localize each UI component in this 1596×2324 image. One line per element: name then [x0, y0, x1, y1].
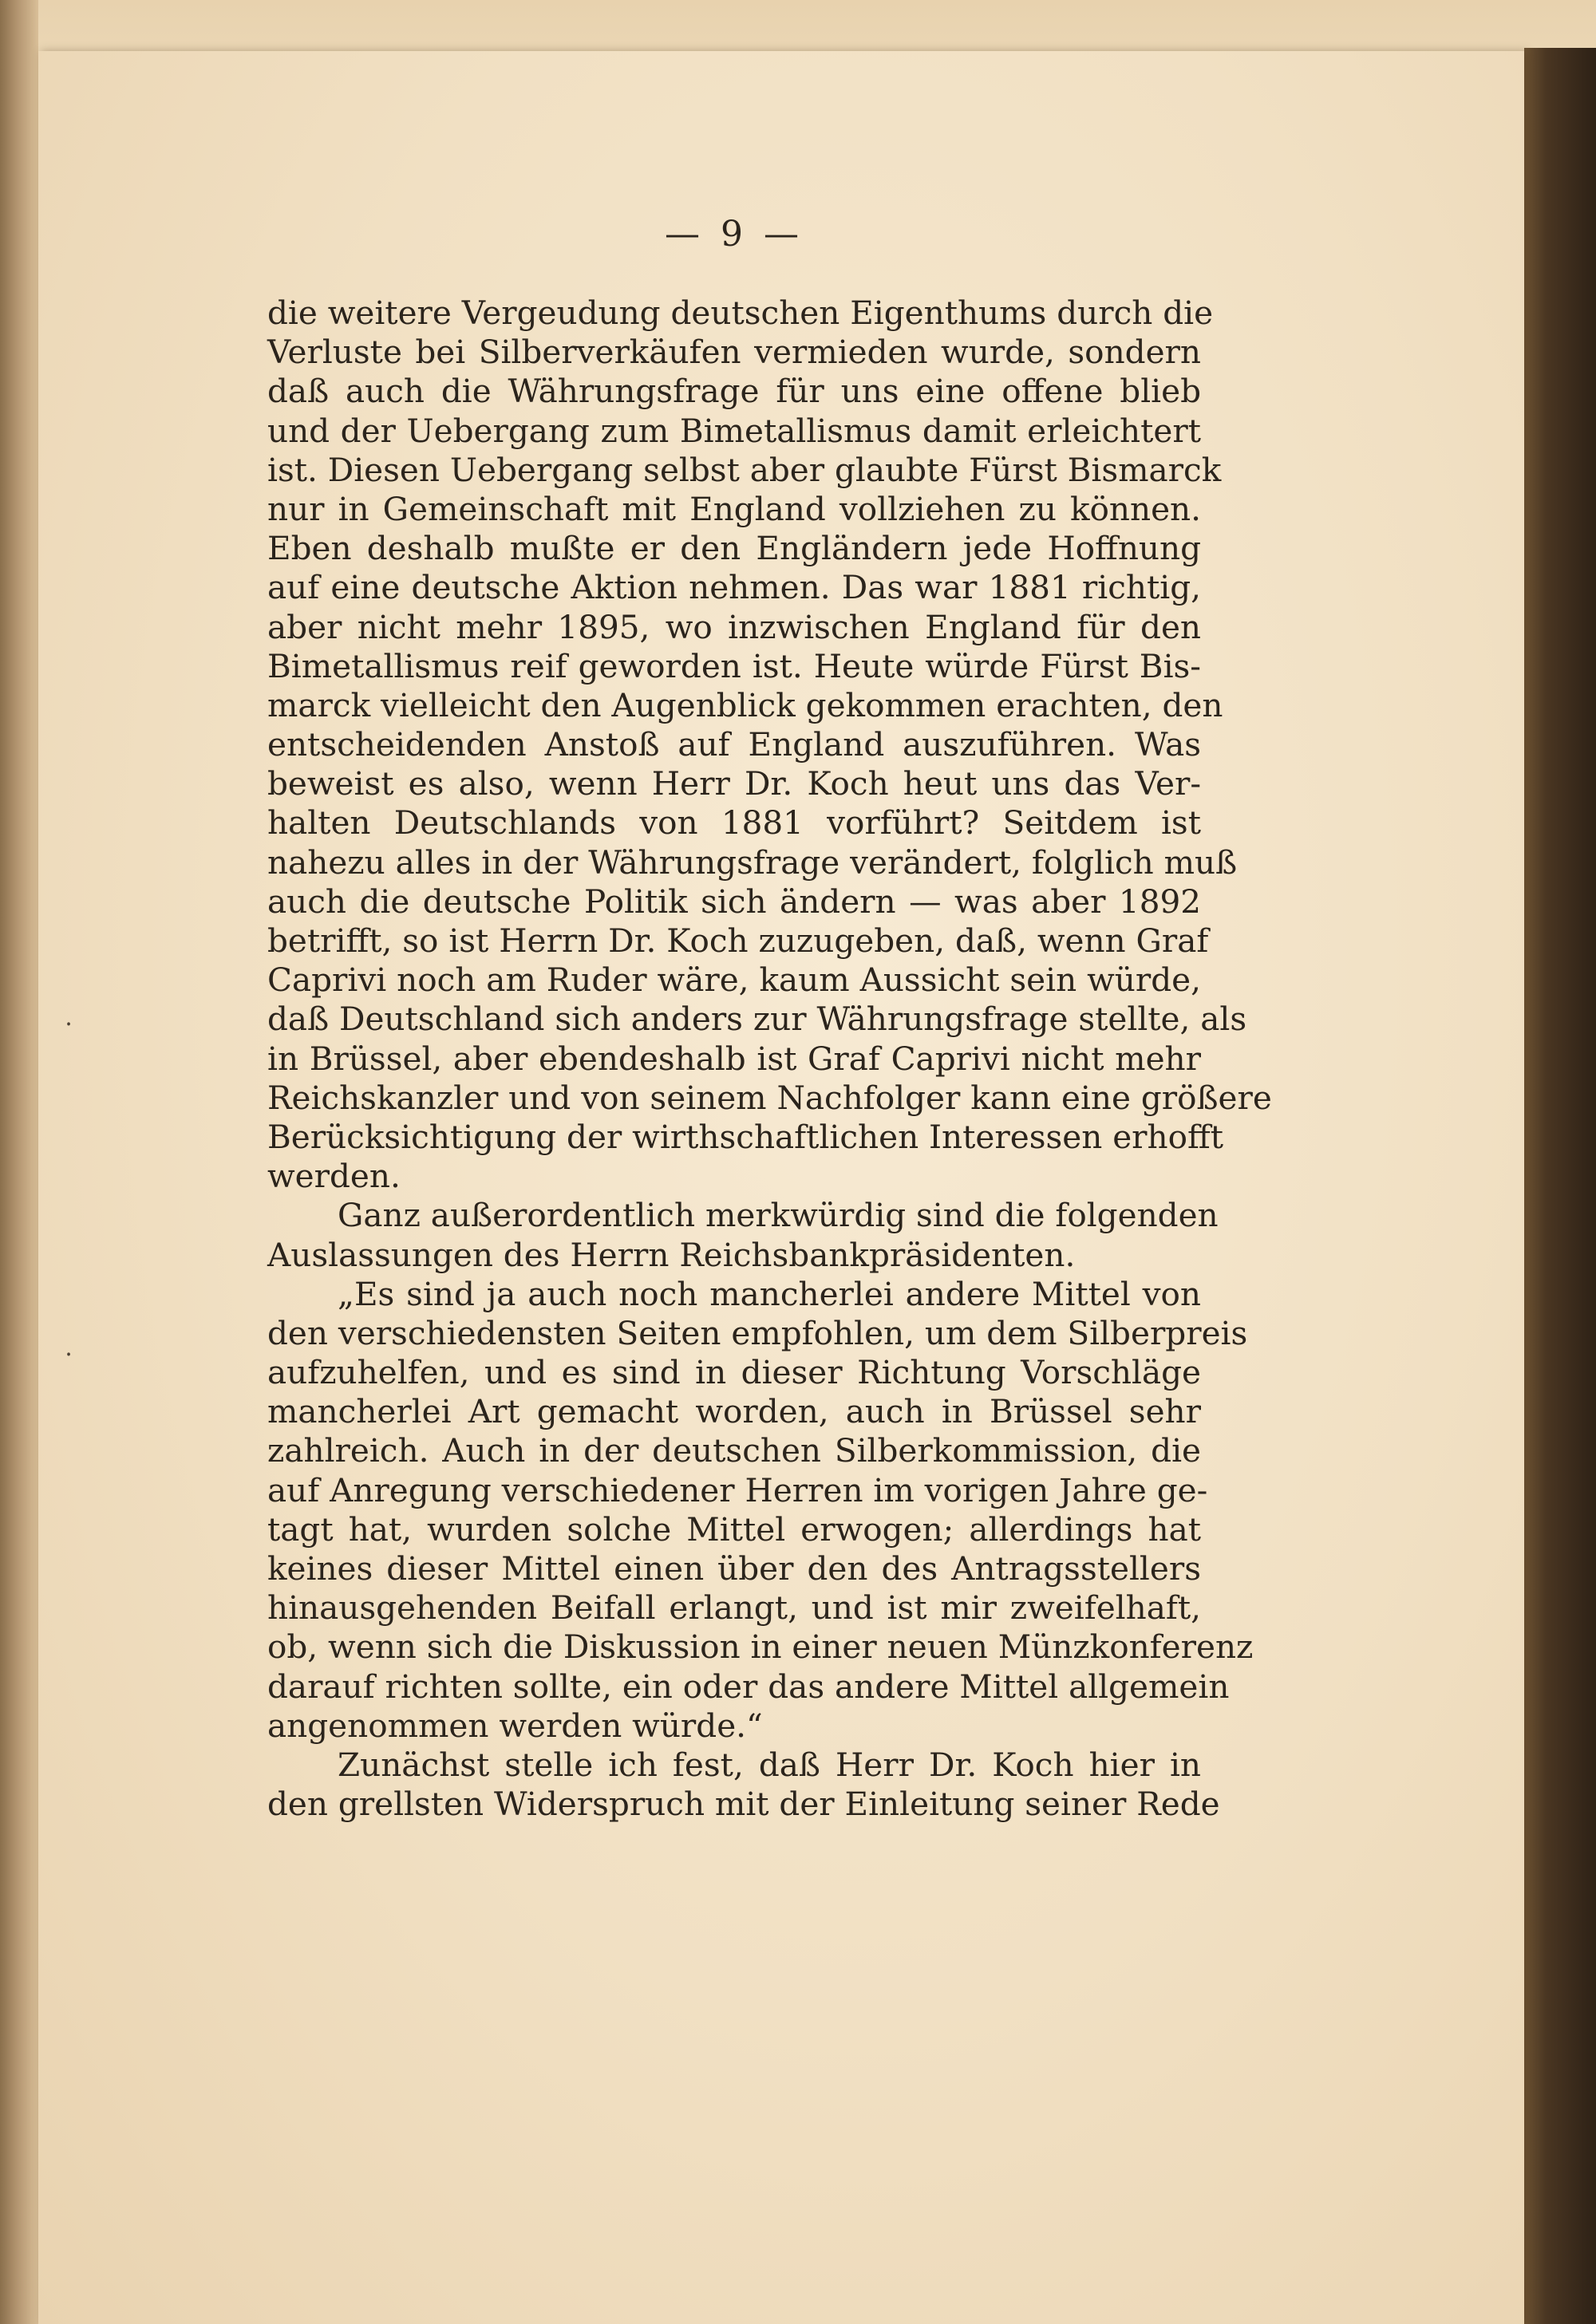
text-line: Verluste bei Silberverkäufen vermieden wurde, sondern	[267, 333, 1201, 372]
text-line: keines dieser Mittel einen über den des Antragsstellers	[267, 1549, 1201, 1588]
text-line: auch die deutsche Politik sich ändern — was aber 1892	[267, 882, 1201, 921]
text-line: entscheidenden Anstoß auf England auszuführen. Was	[267, 725, 1201, 764]
scan-top-edge	[38, 0, 1596, 51]
text-line: den grellsten Widerspruch mit der Einleitung seiner Rede	[267, 1785, 1220, 1824]
text-line: zahlreich. Auch in der deutschen Silberkommission, die	[267, 1431, 1201, 1470]
text-line: Eben deshalb mußte er den Engländern jede Hoffnung	[267, 529, 1201, 568]
text-line: daß auch die Währungsfrage für uns eine offene blieb	[267, 372, 1201, 411]
text-line: beweist es also, wenn Herr Dr. Koch heut uns das Ver-	[267, 764, 1201, 803]
text-line: den verschiedensten Seiten empfohlen, um dem Silberpreis	[267, 1313, 1248, 1352]
text-line: marck vielleicht den Augenblick gekommen erachten, den	[267, 685, 1223, 724]
text-line: ob, wenn sich die Diskussion in einer neuen Münzkonferenz	[267, 1628, 1254, 1667]
text-line: und der Uebergang zum Bimetallismus damit erleichtert	[267, 411, 1201, 450]
text-line: aufzuhelfen, und es sind in dieser Richtung Vorschläge	[267, 1353, 1201, 1392]
text-line: tagt hat, wurden solche Mittel erwogen; allerdings hat	[267, 1509, 1201, 1549]
text-line: angenommen werden würde.“	[267, 1706, 763, 1745]
margin-mark: ⸱	[65, 1341, 73, 1369]
text-line: nur in Gemeinschaft mit England vollziehen zu können.	[267, 489, 1201, 528]
text-line: betrifft, so ist Herrn Dr. Koch zuzugeben, daß, wenn Graf	[267, 921, 1209, 960]
text-line: halten Deutschlands von 1881 vorführt? Seitdem ist	[267, 803, 1201, 842]
scan-right-edge	[1524, 48, 1596, 2324]
text-line: auf Anregung verschiedener Herren im vorigen Jahre ge-	[267, 1470, 1208, 1509]
text-line: Zunächst stelle ich fest, daß Herr Dr. Koch hier in	[338, 1745, 1201, 1784]
text-line: mancherlei Art gemacht worden, auch in Brüssel sehr	[267, 1392, 1201, 1431]
text-line: Caprivi noch am Ruder wäre, kaum Aussicht sein würde,	[267, 961, 1201, 1000]
text-line: Bimetallismus reif geworden ist. Heute würde Fürst Bis-	[267, 646, 1201, 685]
book-gutter	[0, 0, 38, 2324]
text-line: Reichskanzler und von seinem Nachfolger kann eine größere	[267, 1078, 1272, 1117]
text-line: Auslassungen des Herrn Reichsbankpräsidenten.	[267, 1235, 1076, 1274]
text-line: die weitere Vergeudung deutschen Eigenthums durch die	[267, 294, 1214, 332]
text-line: hinausgehenden Beifall erlangt, und ist mir zweifelhaft,	[267, 1588, 1201, 1628]
text-line: daß Deutschland sich anders zur Währungsfrage stellte, als	[267, 1000, 1247, 1039]
text-line: Berücksichtigung der wirthschaftlichen Interessen erhofft	[267, 1117, 1224, 1156]
text-line: darauf richten sollte, ein oder das andere Mittel allgemein	[267, 1667, 1230, 1706]
text-line: in Brüssel, aber ebendeshalb ist Graf Caprivi nicht mehr	[267, 1039, 1201, 1078]
text-line: auf eine deutsche Aktion nehmen. Das war 1881 richtig,	[267, 568, 1201, 607]
text-line: „Es sind ja auch noch mancherlei andere Mittel von	[338, 1274, 1201, 1313]
text-line: ist. Diesen Uebergang selbst aber glaubte Fürst Bismarck	[267, 450, 1222, 489]
text-line: nahezu alles in der Währungsfrage verändert, folglich muß	[267, 842, 1238, 882]
text-line: werden.	[267, 1157, 401, 1196]
text-line: aber nicht mehr 1895, wo inzwischen England für den	[267, 607, 1201, 646]
body-text	[267, 294, 1272, 1824]
text-line: Ganz außerordentlich merkwürdig sind die folgenden	[338, 1196, 1219, 1235]
margin-mark: ⸱	[65, 1011, 73, 1039]
page-number: — 9 —	[665, 214, 804, 254]
